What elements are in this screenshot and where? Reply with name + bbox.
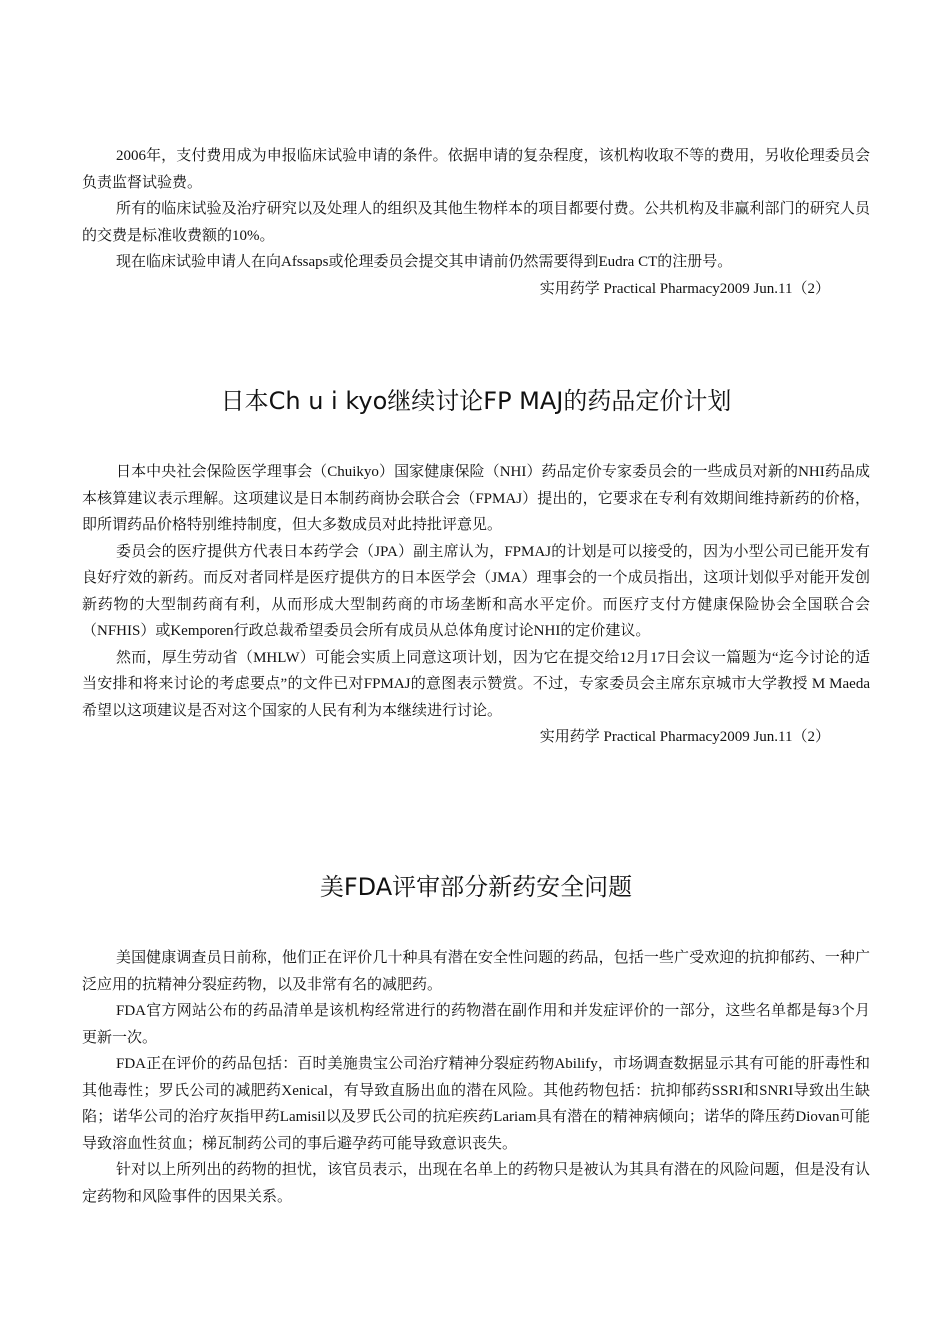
source-citation: 实用药学 Practical Pharmacy2009 Jun.11（2）	[539, 280, 830, 297]
paragraph: 现在临床试验申请人在向Afssaps或伦理委员会提交其申请前仍然需要得到Eudra CT的注册号。	[116, 254, 733, 270]
paragraph: 针对以上所列出的药物的担忧，该官员表示，出现在名单上的药物只是被认为其具有潜在的风险问题，但是没有认定药物和风险事件的因果关系。	[82, 1162, 870, 1205]
paragraph: FDA正在评价的药品包括：百时美施贵宝公司治疗精神分裂症药物Abilify，市场调查数据显示其有可能的肝毒性和其他毒性；罗氏公司的减肥药Xenical，有导致直肠出血的潜在风险。其他药物包括：抗抑郁药SSRI和SNRI导致出生缺陷；诺华公司的治疗灰指甲药Lamisil以及罗氏公司的抗疟疾药Lariam具有潜在的精神病倾向；诺华的降压药Diovan可能导致溶血性贫血；梯瓦制药公司的事后避孕药可能导致意识丧失。	[82, 1056, 870, 1152]
section-afssaps-fees	[82, 143, 870, 302]
article-title-fda: 美FDA评审部分新药安全问题	[319, 873, 633, 901]
section-chuikyo	[82, 459, 870, 751]
paragraph: FDA官方网站公布的药品清单是该机构经常进行的药物潜在副作用和并发症评价的一部分，这些名单都是每3个月更新一次。	[82, 1003, 870, 1046]
paragraph: 日本中央社会保险医学理事会（Chuikyo）国家健康保险（NHI）药品定价专家委员会的一些成员对新的NHI药品成本核算建议表示理解。这项建议是日本制药商协会联合会（FPMAJ）提出的，它要求在专利有效期间维持新药的价格，即所谓药品价格特别维持制度，但大多数成员对此持批评意见。	[82, 464, 870, 533]
paragraph: 2006年，支付费用成为申报临床试验申请的条件。依据申请的复杂程度，该机构收取不等的费用，另收伦理委员会负责监督试验费。	[82, 148, 870, 191]
paragraph: 所有的临床试验及治疗研究以及处理人的组织及其他生物样本的项目都要付费。公共机构及非赢利部门的研究人员的交费是标准收费额的10%。	[82, 201, 870, 244]
article-title-chuikyo: 日本Ch u i kyo继续讨论FP MAJ的药品定价计划	[220, 387, 732, 415]
paragraph: 委员会的医疗提供方代表日本药学会（JPA）副主席认为，FPMAJ的计划是可以接受的，因为小型公司已能开发有良好疗效的新药。而反对者同样是医疗提供方的日本医学会（JMA）理事会的一个成员指出，这项计划似乎对能开发创新药物的大型制药商有利，从而形成大型制药商的市场垄断和高水平定价。而医疗支付方健康保险协会全国联合会（NFHIS）或Kemporen行政总裁希望委员会所有成员从总体角度讨论NHI的定价建议。	[82, 543, 870, 639]
source-citation: 实用药学 Practical Pharmacy2009 Jun.11（2）	[539, 729, 830, 745]
paragraph: 然而，厚生劳动省（MHLW）可能会实质上同意这项计划，因为它在提交给12月17日会议一篇题为“迄今讨论的适当安排和将来讨论的考虑要点”的文件已对FPMAJ的意图表示赞赏。不过，专家委员会主席东京城市大学教授 M Maeda希望以这项建议是否对这个国家的人民有利为本继续进行讨论。	[82, 649, 870, 719]
section-fda	[82, 945, 870, 1210]
paragraph: 美国健康调查员日前称，他们正在评价几十种具有潜在安全性问题的药品，包括一些广受欢迎的抗抑郁药、一种广泛应用的抗精神分裂症药物，以及非常有名的减肥药。	[82, 950, 870, 993]
